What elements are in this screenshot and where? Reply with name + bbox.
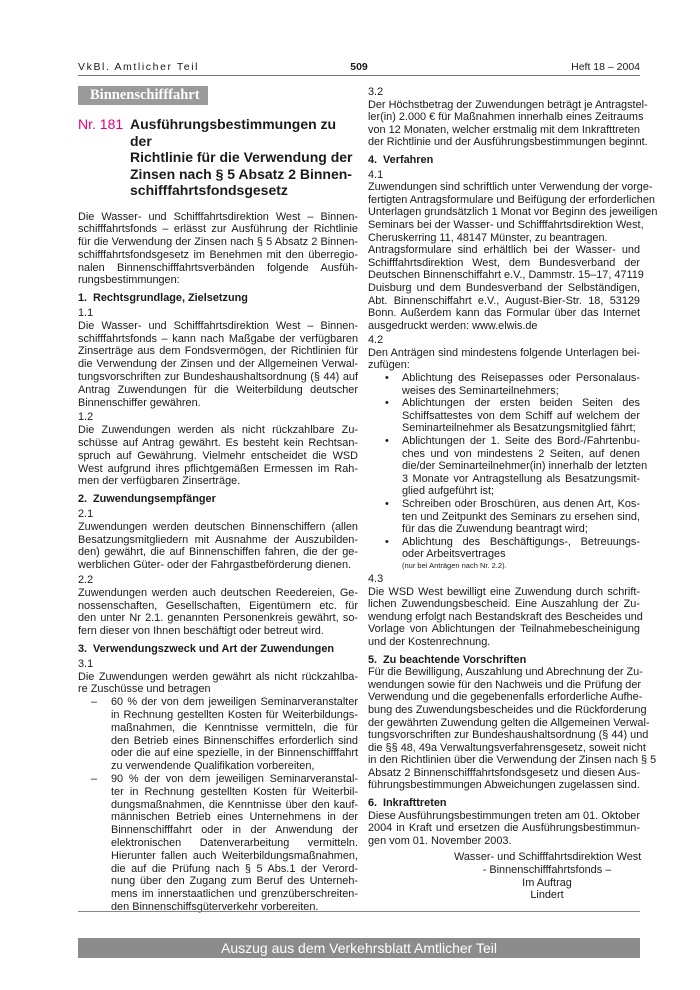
bullet-list-item [368,435,648,498]
section-number: 2. [78,493,88,506]
text-line: Die WSD West bewilligt eine Zuwendung durch schrift- [368,585,640,598]
text-line: men der verfügbaren Zinserträge. [78,475,241,488]
paragraph [78,671,358,697]
text-line: den unter Nr 2.1. genannten Personenkreis gewährt, so- [78,612,358,625]
text-line: Die Wasser- und Schifffahrtsdirektion West – Binnen- [78,210,358,223]
text-line: Für die Bewilligung, Auszahlung und Abrechnung der Zu- [368,666,643,679]
text-line: glied aufgeführt ist; [402,485,495,498]
text-line: Zuwendungen sind schriftlich unter Verwendung der vorge- [368,181,653,194]
paragraph [368,98,648,149]
text-line: zufügen: [368,359,410,372]
paragraph [368,585,643,649]
text-line: Zuwendungen werden auch deutschen Reedereien, Ge- [78,586,358,599]
text-line: den Binnenschiffsgüterverkehr vorbereiten. [111,900,319,913]
text-line: ter in Rechnung gestellten Kosten für Weiterbil- [111,785,358,798]
bullet-marker: • [385,397,389,410]
text-line: in den Richtlinien über die Verwendung der Zinsen nach § 5 [368,754,657,767]
section-heading [368,154,640,167]
footer-banner: Auszug aus dem Verkehrsblatt Amtlicher Teil [78,938,640,958]
text-line: und der Kostenrechnung. [368,635,491,648]
section-number: 1. [78,292,88,305]
text-line: Schreiben oder Broschüren, aus denen Art, Kos- [402,498,640,510]
journal-name: VkBl. Amtlicher Teil [78,61,200,73]
text-line: Ablichtungen der ersten beiden Seiten des [402,397,640,410]
text-line: schüsse auf Antrag gewährt. Es besteht kein Rechtsan- [78,437,358,450]
text-line: Cheruskerring 11, 48147 Münster, zu beantragen. [368,231,608,244]
text-line: Den Anträgen sind mindestens folgende Unterlagen bei- [368,346,640,359]
text-line: Ablichtungen der 1. Seite des Bord-/Fahrtenbu- [402,435,640,448]
text-line: schifffahrtsfondsgesetz im Benehmen mit den überregio- [78,248,358,261]
text-line: die §§ 48, 49a Verwaltungsverfahrensgesetz, soweit nicht [368,741,646,754]
text-line: von 12 Monaten, welcher erstmalig mit dem Inkrafttreten [368,123,640,136]
section-number: 4. [368,153,378,166]
text-line: für das die Zuwendung beantragt wird; [402,523,588,536]
text-line: rungsbestimmungen: [78,274,180,287]
text-line: Seminarteilnehmer als Besatzungsmitglied fährt; [402,422,636,435]
text-line: werblichen Güter- oder der Fahrgastbeförderung dienen. [78,559,352,572]
text-line: Zuwendungen werden deutschen Binnenschiffern (allen [78,520,358,533]
paragraph [368,810,640,848]
left-column-body [78,211,358,914]
running-header [78,61,640,76]
text-line: Besatzungsmitgliedern mit Ausnahme der Auszubilden- [78,533,358,546]
text-line: 90 % der von dem jeweiligen Seminarveranstal- [111,772,358,785]
dash-marker: – [91,696,98,709]
paragraph [78,320,358,410]
text-line: der gewährten Zuwendung gelten die Allgemeinen Verwal- [368,716,650,729]
text-line: der Richtlinie und der Ausführungsbestimmungen beginnt. [368,136,648,149]
bullet-marker: • [385,372,389,385]
subsection-number: 2.1 [78,508,94,521]
page-number: 509 [350,61,368,73]
text-line: Ablichtung des Beschäftigungs-, Betreuungs- [402,535,640,548]
section-heading [78,643,358,656]
text-line: gen vom 01. November 2003. [368,834,512,847]
subsection-number: 1.2 [78,411,94,424]
paragraph [368,347,640,372]
text-line: ches und von mindestens 2 Seiten, auf denen [402,447,640,460]
bullet-list-item [368,536,640,561]
signature-block [368,851,640,901]
text-line: für die Verwendung der Zinsen nach § 5 Absatz 2 Binnen- [78,236,358,249]
subsection-number: 4.2 [368,334,384,347]
text-line: Schifffahrtsdirektion West, dem Bundesverband der [368,256,640,269]
text-line: West aufgrund ihres pflichtgemäßen Ermessen im Rah- [78,462,358,475]
text-line: Seminars bei der Wasser- und Schifffahrtsdirektion West, [368,218,644,231]
article-title-text [130,116,358,199]
text-line: Diese Ausführungsbestimmungen treten am 01. Oktober [368,809,640,822]
text-line: tungsvorschriften zur Bundeshaushaltsordnung (§ 44) und [368,729,649,742]
right-column [368,84,658,902]
dash-marker: – [91,772,98,785]
subsection-number: 1.1 [78,307,94,320]
subsection-number: 4.3 [368,572,384,585]
section-heading [78,493,358,506]
section-heading [78,292,358,305]
subsection-number: 4.1 [368,168,384,181]
section-title: Inkrafttreten [383,797,447,810]
text-line: Bonn. Außerdem kann das Formular über das Internet [368,307,640,320]
subsection-number: 3.2 [368,86,384,98]
title-line: Richtlinie für die Verwendung der [130,149,353,165]
text-line: oder Arbeitsvertrages [402,548,506,561]
text-line: Lindert [530,889,564,902]
title-line: schifffahrtsfondsgesetz [130,182,288,198]
text-line: 2004 in Kraft und ersetzen die Ausführungsbestimmun- [368,822,640,835]
text-line: Der Höchstbetrag der Zuwendungen beträgt je Antragstel- [368,98,648,111]
text-line: wendungen sowie für den Nachweis und die Prüfung der [368,678,642,691]
text-line: oder die auf eine spezielle, in der Binnenschifffahrt [111,747,358,760]
section-title: Zuwendungsempfänger [93,493,216,506]
text-line: maßnahmen, die Kenntnisse vermitteln, die für [111,721,358,734]
bullet-list-item [368,498,640,536]
text-line: schifffahrtsfonds – erlässt zur Ausführung der Richtlinie [78,223,358,236]
paragraph [368,666,657,792]
paragraph [78,211,358,288]
text-line: männischen Betrieb eines Unternehmens in der [111,811,358,824]
bullet-list-item [368,372,640,397]
text-line: die Verwendung der Zinsen und der Allgemeinen Verwal- [78,358,358,371]
text-line: weises des Seminarteilnehmers; [402,384,559,397]
text-line: Duisburg und dem Bundesverband der Selbständigen, [368,281,640,294]
section-title: Rechtsgrundlage, Zielsetzung [93,292,248,305]
text-line: den) gewährt, die auf Binnenschiffen fahren, die der ge- [78,546,358,559]
text-line: elektronischen Datenverarbeitung vermitteln. [111,836,358,849]
section-heading [368,797,640,810]
text-line: Antragsformulare sind erhältlich bei der Wasser- und [368,244,640,257]
bullet-marker: • [385,498,389,510]
text-line: schifffahrtsfonds – kann nach Maßgabe der verfügbaren [78,332,358,345]
text-line: 3 Monate vor Antragstellung als Besatzungsmit- [402,472,640,485]
text-line: Im Auftrag [522,876,572,889]
section-title: Zu beachtende Vorschriften [383,653,527,666]
left-column [78,86,358,914]
text-line: spruch auf Gewährung. Vielmehr entscheidet die WSD [78,449,358,462]
subsection-number: 3.1 [78,657,94,670]
text-line: 60 % der von dem jeweiligen Seminarveranstalter [111,696,358,709]
section-rubric: Binnenschifffahrt [78,86,208,105]
footer-divider [78,911,640,912]
text-line: Die Zuwendungen werden als nicht rückzahlbare Zu- [78,424,358,437]
text-line: fertigten Antragsformulare und Beifügung der erforderlichen [368,193,655,206]
text-line: Zinserträge aus dem Fondsvermögen, der Richtlinien für [78,345,358,358]
paragraph [368,181,658,244]
text-line: Vorlage von Ablichtungen der Teilnahmebescheinigung [368,623,640,636]
text-line: re Zuschüsse und betragen [78,683,211,696]
title-line: Ausführungsbestimmungen zu der [130,116,337,149]
text-line: Schiffsattestes von dem Schiff auf welchem der [402,409,640,422]
article-title [78,116,358,199]
bullet-marker: • [385,535,389,548]
section-number: 3. [78,643,88,655]
text-line: Binnenschiffer gewähren. [78,396,201,409]
text-line: lichen Zuwendungsbescheid. Eine Auszahlung der Zu- [368,598,640,611]
text-line: Die Wasser- und Schifffahrtsdirektion West – Binnen- [78,319,358,332]
paragraph [78,424,358,488]
section-number: 5. [368,653,378,666]
text-line: tungsvorschriften zur Bundeshaushaltsordnung (§ 44) auf [78,371,358,384]
text-line: ten und Zeitpunkt des Seminars zu ersehen sind, [402,510,640,523]
text-line: Unterlagen grundsätzlich 1 Monat vor Beginn des jeweiligen [368,206,658,219]
bullet-list-item [368,397,640,435]
text-line: ausgedruckt werden: www.elwis.de [368,319,538,332]
subsection-number: 2.2 [78,574,94,587]
title-line: Zinsen nach § 5 Absatz 2 Binnen- [130,165,352,182]
issue-label: Heft 18 – 2004 [571,61,640,73]
text-line: dungsmaßnahmen, die Kenntnisse über den kauf- [111,798,358,811]
paragraph [78,521,358,572]
text-line: bung des Zuwendungsbescheides und die Rückforderung [368,703,647,716]
dash-list-item [78,773,358,914]
text-line: Wasser- und Schifffahrtsdirektion West [454,851,642,864]
text-line: Absatz 2 Binnenschifffahrtsfondsgesetz und diesen Aus- [368,766,640,779]
text-line: die/der Seminarteilnehmer(in) innerhalb der letzten [402,460,648,473]
text-line: zu verwendende Qualifikation vorbereiten, [111,760,315,773]
text-line: Abt. Binnenschiffahrt e.V., August-Bier-Str. 18, 53129 [368,294,640,307]
section-title: Verfahren [383,153,434,166]
section-heading [368,654,640,667]
text-line: nalen Binnenschifffahrtsverbänden folgende Ausfüh- [78,261,358,274]
footnote-text: (nur bei Anträgen nach Nr. 2.2). [402,560,507,570]
paragraph [78,587,358,638]
text-line: mens im innerstaatlichen und grenzüberschreiten- [111,888,358,901]
text-line: - Binnenschifffahrtsfonds – [482,864,612,877]
text-line: in Rechnung gestellten Kosten für Weiterbildungs- [111,708,358,721]
article-number: Nr. 181 [78,116,124,132]
text-line: wendung erfolgt nach Bestandskraft des Bescheides und [368,610,643,623]
text-line: Ablichtung des Reisepasses oder Personalaus- [402,372,640,385]
section-number: 6. [368,797,378,810]
text-line: Die Zuwendungen werden gewährt als nicht rückzahlba- [78,670,358,683]
text-line: Verwendung und die gegebenenfalls erforderliche Aufhe- [368,691,643,704]
text-line: Antrag Zuwendungen für die Weiterbildung deutscher [78,383,358,396]
text-line: nossenschaften, Gesellschaften, Eigentümern etc. für [78,599,358,612]
paragraph [368,244,644,332]
text-line: ler(in) 2.000 € für Maßnahmen innerhalb eines Zeitraums [368,111,644,124]
text-line: den Betrieb eines Binnenschiffes erforderlich sind [111,734,358,747]
text-line: Binnenschifffahrt oder in der Anwendung der [111,824,358,837]
text-line: Hierunter fallen auch Weiterbildungsmaßnahmen, [111,849,358,862]
section-title: Verwendungszweck und Art der Zuwendungen [93,643,335,655]
bullet-marker: • [385,435,389,448]
dash-list-item [78,696,358,773]
text-line: fern dieser von Ihnen beschäftigt oder betreut wird. [78,625,324,638]
text-line: die auf die Prüfung nach § 5 Abs.1 der Verord- [111,862,358,875]
text-line: führungsbestimmungen Abweichungen zugelassen sind. [368,779,640,792]
text-line: nung über den Zugang zum Beruf des Unterneh- [111,875,358,888]
text-line: Deutschen Binnenschiffahrt e.V., Dammstr. 15–17, 47119 [368,269,644,282]
